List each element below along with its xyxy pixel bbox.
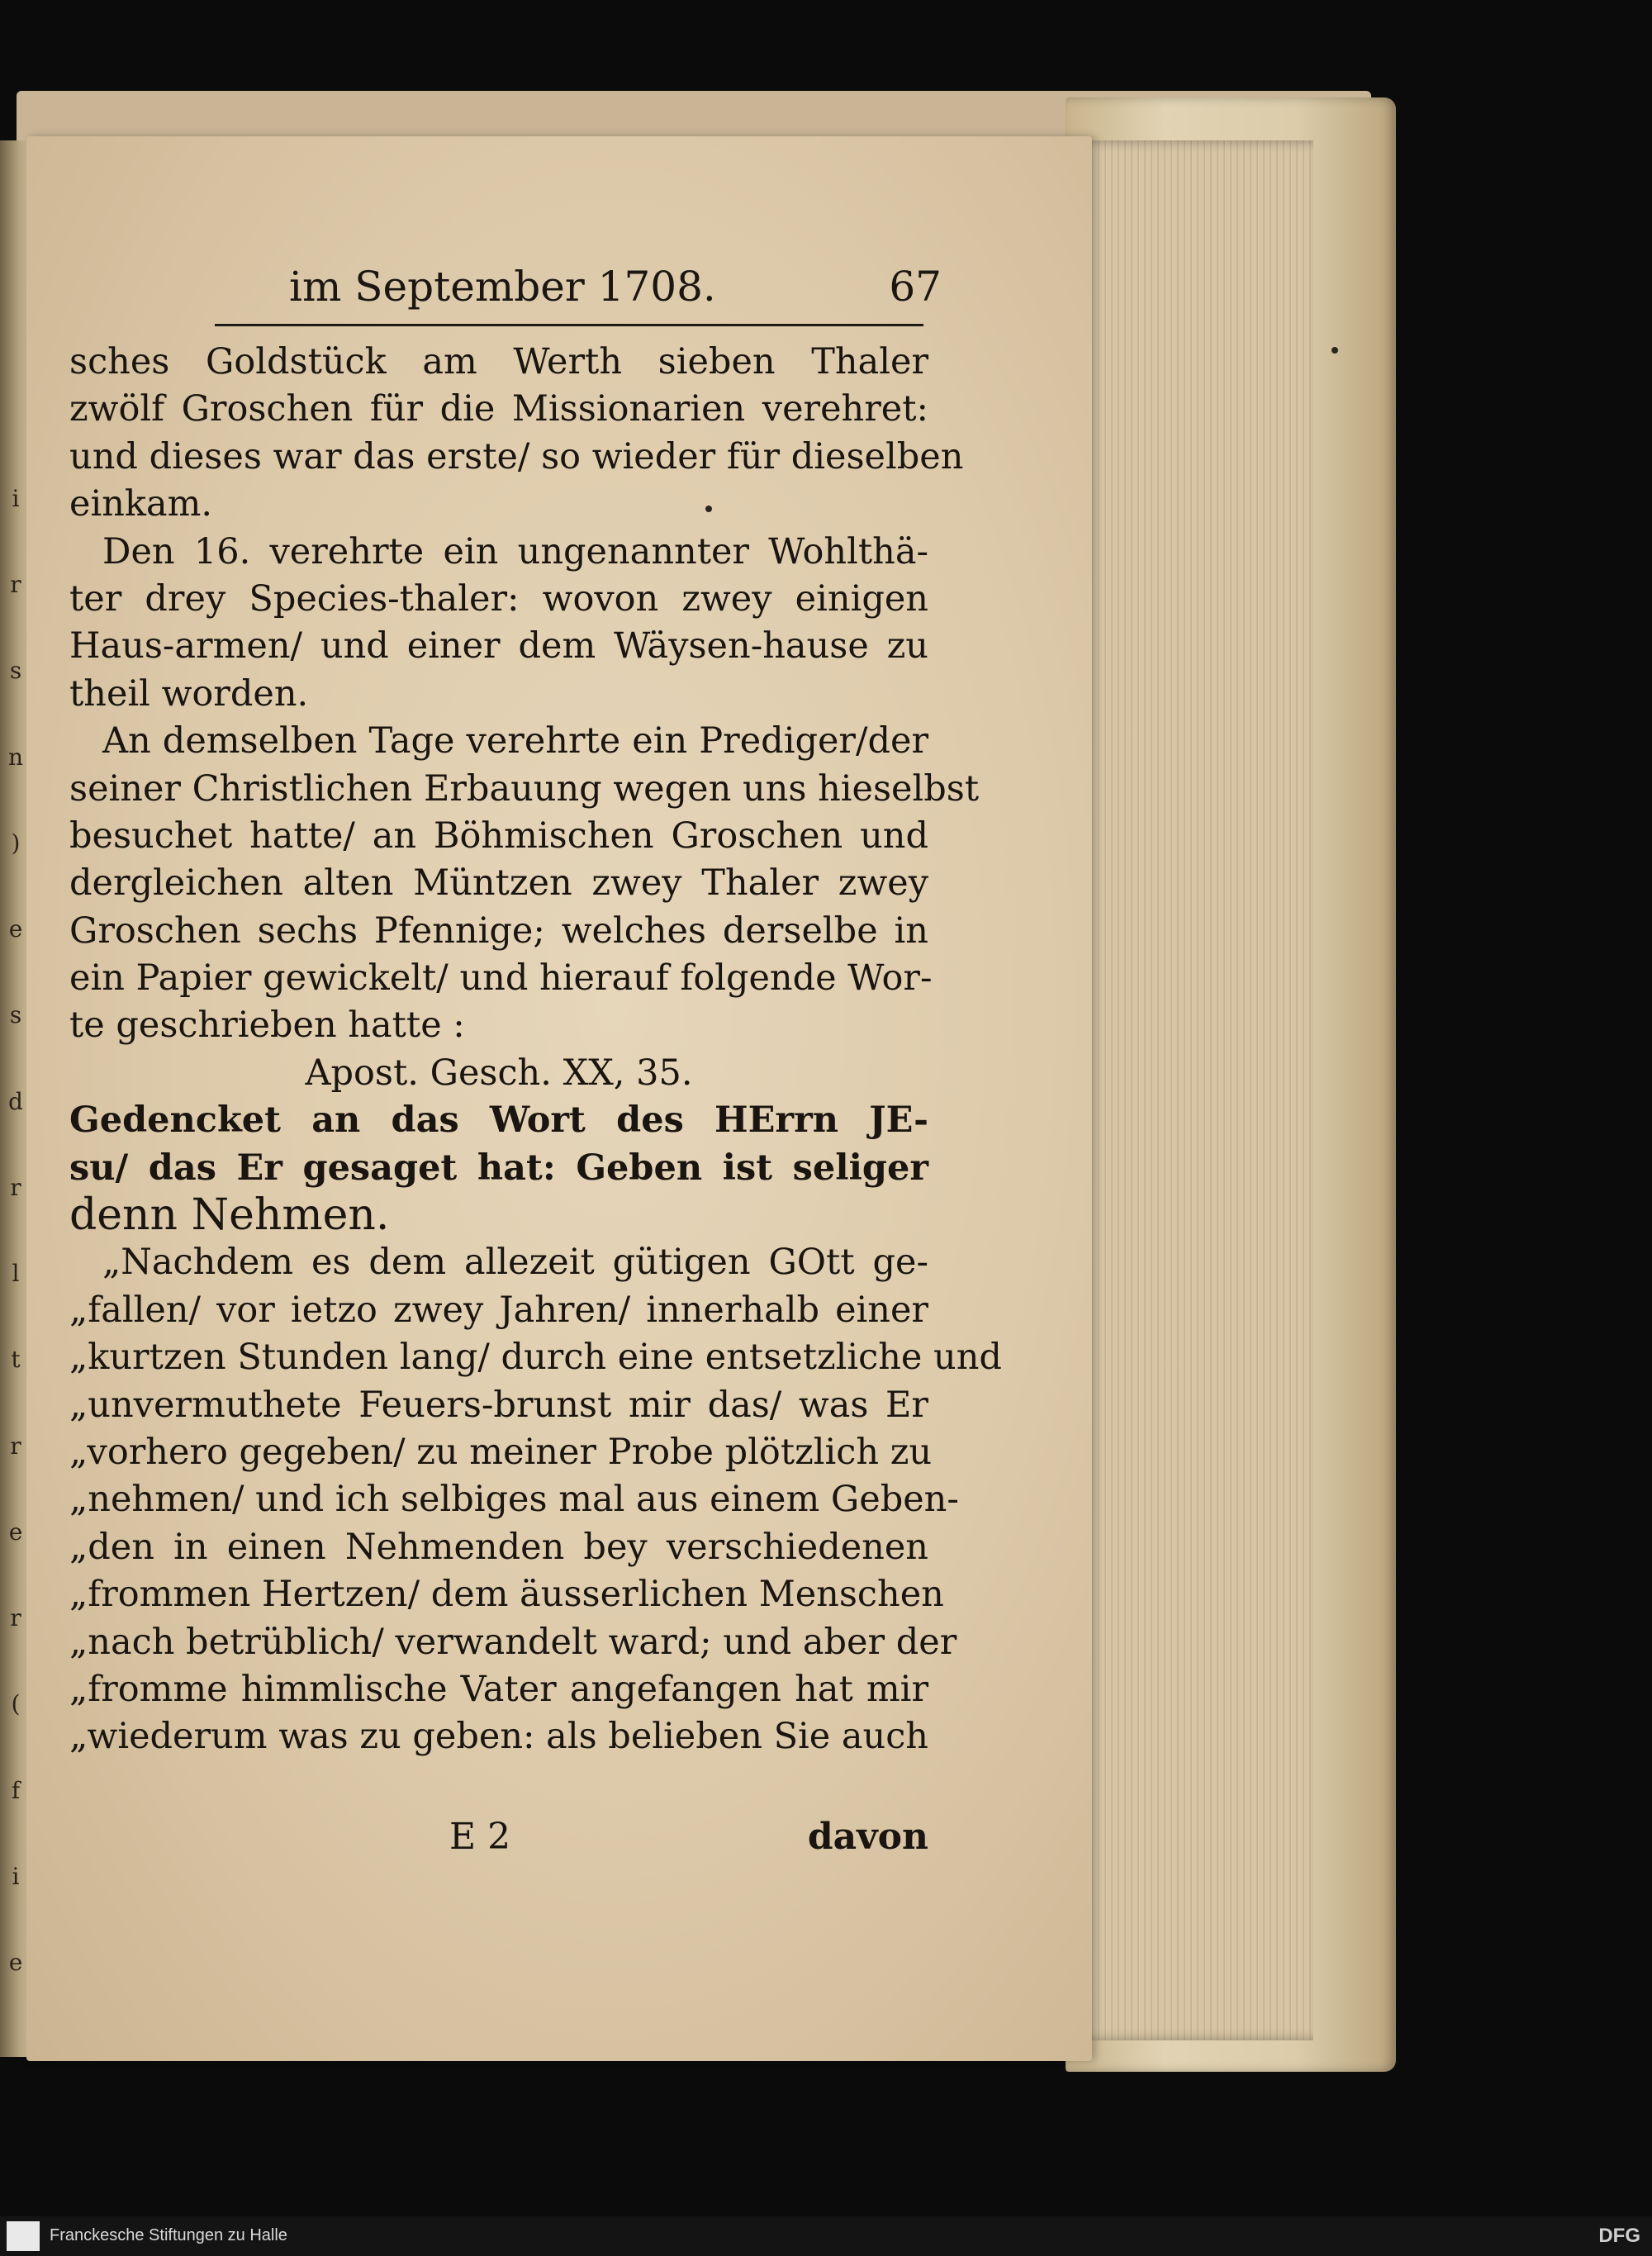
catchword: davon — [807, 1816, 928, 1858]
text-line: einkam. — [69, 483, 213, 525]
text-line-bold: Gedencket an das Wort des HErrn JE- — [69, 1100, 928, 1142]
text-line: Haus-armen/ und einer dem Wäysen-hause zu — [69, 625, 928, 667]
institution-name: Franckesche Stiftungen zu Halle — [50, 2226, 287, 2244]
institution-logo-icon — [7, 2221, 40, 2251]
text-line: seiner Christlichen Erbauung wegen uns hieselbst — [69, 767, 980, 810]
text-line: besuchet hatte/ an Böhmischen Groschen und — [69, 815, 928, 857]
page-header — [248, 263, 942, 329]
text-line: „unvermuthete Feuers-brunst mir das/ was Er — [69, 1384, 928, 1426]
text-line: te geschrieben hatte : — [69, 1005, 465, 1047]
text-line: ein Papier gewickelt/ und hierauf folgende Wor- — [69, 957, 933, 1000]
text-line: „vorhero gegeben/ zu meiner Probe plötzlich zu — [69, 1431, 933, 1473]
page-block-edges — [1074, 140, 1313, 2040]
page-footer — [69, 1816, 928, 1865]
header-rule — [215, 324, 923, 326]
page-number: 67 — [889, 263, 942, 311]
text-line-bold: su/ das Er gesaget hat: Geben ist seliger — [69, 1147, 928, 1189]
text-line: theil worden. — [69, 672, 309, 715]
page-speck — [1332, 347, 1338, 354]
text-line: und dieses war das erste/ so wieder für dieselben — [69, 435, 964, 477]
text-line-large: denn Nehmen. — [69, 1190, 390, 1241]
text-line: sches Goldstück am Werth sieben Thaler — [69, 341, 928, 382]
left-page-letters: i r s n ) e s d r l t r e r ( f i e — [7, 485, 24, 1976]
text-line: „fallen/ vor ietzo zwey Jahren/ innerhalb einer — [69, 1289, 928, 1331]
text-line: „den in einen Nehmenden bey verschiedenen — [69, 1526, 928, 1568]
text-line: An demselben Tage verehrte ein Prediger/der — [102, 720, 928, 762]
text-line: „Nachdem es dem allezeit gütigen GOtt ge- — [102, 1242, 928, 1284]
text-line: „fromme himmlische Vater angefangen hat mir — [69, 1668, 928, 1710]
signature-mark: E 2 — [449, 1816, 511, 1858]
running-title: im September 1708. — [289, 263, 716, 311]
text-line: Den 16. verehrte ein ungenannter Wohlthä- — [102, 530, 928, 572]
text-line: dergleichen alten Müntzen zwey Thaler zwey — [69, 862, 928, 905]
text-line: „nehmen/ und ich selbiges mal aus einem Geben- — [69, 1479, 959, 1521]
viewer-footer-bar — [0, 2216, 1652, 2256]
page-body-text — [69, 339, 1002, 1761]
text-line: „kurtzen Stunden lang/ durch eine entsetzliche und — [69, 1337, 1002, 1379]
dfg-logo: DFG — [1598, 2225, 1640, 2247]
text-line: Groschen sechs Pfennige; welches derselbe in — [69, 910, 928, 952]
text-line: „nach betrüblich/ verwandelt ward; und aber der — [69, 1621, 957, 1663]
scripture-reference: Apost. Gesch. XX, 35. — [305, 1052, 693, 1094]
text-line: ter drey Species-thaler: wovon zwey einigen — [69, 577, 928, 620]
text-line: „wiederum was zu geben: als belieben Sie auch — [69, 1716, 928, 1758]
text-line: zwölf Groschen für die Missionarien verehret: — [69, 388, 928, 430]
text-line: „frommen Hertzen/ dem äusserlichen Menschen — [69, 1574, 944, 1616]
page-speck — [705, 506, 712, 512]
